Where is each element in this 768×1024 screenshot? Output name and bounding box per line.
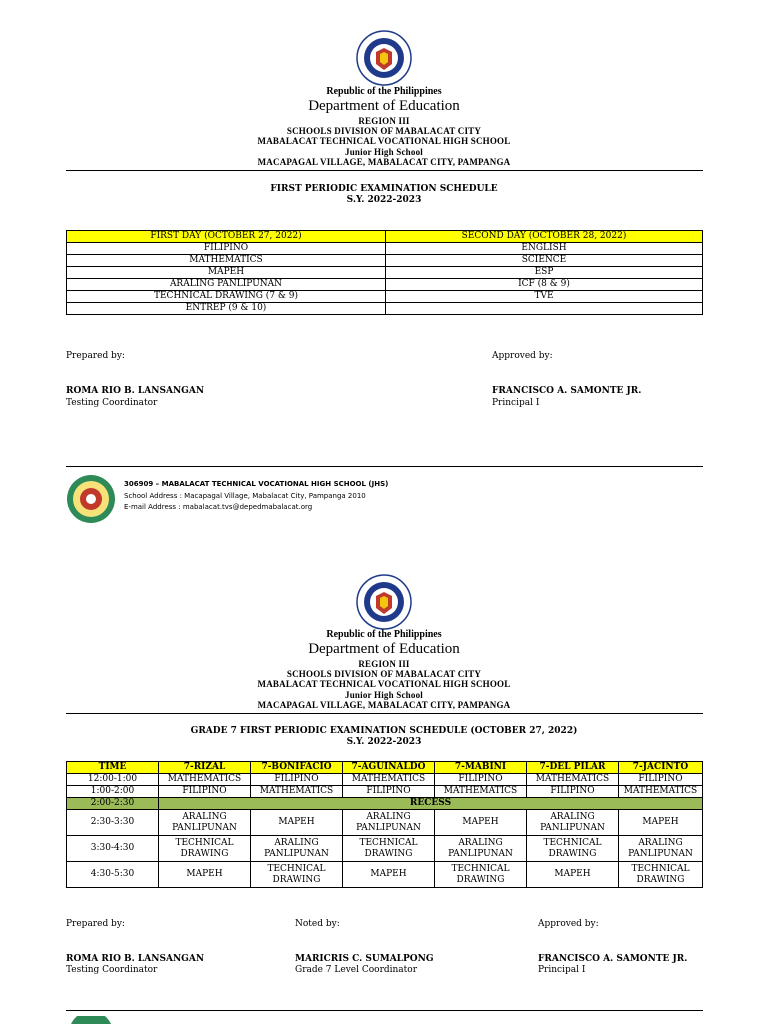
grade7-exam-title: GRADE 7 FIRST PERIODIC EXAMINATION SCHEDULE (OCTOBER 27, 2022) [190, 726, 578, 736]
school-name: MABALACAT TECHNICAL VOCATIONAL HIGH SCHOOL [257, 136, 511, 146]
approved-by-label: Approved by: [538, 919, 599, 929]
noted-by-title: Grade 7 Level Coordinator [295, 965, 418, 975]
day2-subject: SCIENCE [386, 255, 703, 267]
table-row [67, 810, 703, 836]
time-cell: 12:00-1:00 [67, 774, 159, 786]
table-header-row [67, 762, 703, 774]
subject-cell: TECHNICAL DRAWING [435, 862, 527, 888]
subject-cell: MATHEMATICS [527, 774, 619, 786]
noted-by-name: MARICRIS C. SUMALPONG [295, 954, 434, 964]
subject-cell: MAPEH [251, 810, 343, 836]
subject-cell: FILIPINO [619, 774, 703, 786]
footer-email: E-mail Address : mabalacat.tvs@depedmabalacat.org [124, 503, 313, 511]
republic-label: Republic of the Philippines [326, 629, 442, 640]
subject-cell: MATHEMATICS [343, 774, 435, 786]
subject-cell: TECHNICAL DRAWING [343, 836, 435, 862]
noted-by-label: Noted by: [295, 919, 340, 929]
recess-cell: RECESS [159, 798, 703, 810]
day1-subject: ARALING PANLIPUNAN [67, 279, 386, 291]
school-address: MACAPAGAL VILLAGE, MABALACAT CITY, PAMPANGA [257, 157, 511, 167]
prepared-by-name: ROMA RIO B. LANSANGAN [66, 954, 205, 964]
subject-cell: FILIPINO [343, 786, 435, 798]
subject-cell: MAPEH [159, 862, 251, 888]
subject-cell: TECHNICAL DRAWING [527, 836, 619, 862]
subject-cell: ARALING PANLIPUNAN [251, 836, 343, 862]
day1-subject: FILIPINO [67, 243, 386, 255]
subject-cell: TECHNICAL DRAWING [159, 836, 251, 862]
time-cell: 1:00-2:00 [67, 786, 159, 798]
subject-cell: FILIPINO [251, 774, 343, 786]
school-level: Junior High School [345, 147, 423, 157]
subject-cell: FILIPINO [159, 786, 251, 798]
deped-seal-icon [356, 574, 412, 630]
table-row [67, 862, 703, 888]
time-cell: 2:30-3:30 [67, 810, 159, 836]
approved-by-title: Principal I [492, 398, 540, 408]
subject-cell: ARALING PANLIPUNAN [527, 810, 619, 836]
division-label: SCHOOLS DIVISION OF MABALACAT CITY [286, 669, 482, 679]
footer-address: School Address : Macapagal Village, Mabalacat City, Pampanga 2010 [124, 492, 366, 500]
day2-subject: ESP [386, 267, 703, 279]
region-label: REGION III [358, 116, 410, 126]
subject-cell: MAPEH [527, 862, 619, 888]
approved-by-label: Approved by: [492, 351, 553, 361]
subject-cell: MAPEH [343, 862, 435, 888]
school-year: S.Y. 2022-2023 [346, 737, 422, 747]
time-cell: 2:00-2:30 [67, 798, 159, 810]
grade7-schedule-table [66, 761, 703, 888]
prepared-by-label: Prepared by: [66, 919, 125, 929]
recess-row [67, 798, 703, 810]
day1-subject: ENTREP (9 & 10) [67, 303, 386, 315]
prepared-by-title: Testing Coordinator [66, 398, 158, 408]
approved-by-name: FRANCISCO A. SAMONTE JR. [492, 386, 642, 396]
day2-subject: ICF (8 & 9) [386, 279, 703, 291]
subject-cell: MAPEH [435, 810, 527, 836]
time-cell: 3:30-4:30 [67, 836, 159, 862]
footer-divider [66, 1010, 703, 1011]
subject-cell: MATHEMATICS [435, 786, 527, 798]
department-name: Department of Education [308, 641, 460, 657]
subject-cell: MATHEMATICS [619, 786, 703, 798]
table-row [67, 786, 703, 798]
prepared-by-name: ROMA RIO B. LANSANGAN [66, 386, 205, 396]
column-header: 7-AGUINALDO [343, 762, 435, 774]
prepared-by-label: Prepared by: [66, 351, 125, 361]
column-header: 7-BONIFACIO [251, 762, 343, 774]
subject-cell: FILIPINO [527, 786, 619, 798]
subject-cell: TECHNICAL DRAWING [619, 862, 703, 888]
subject-cell: ARALING PANLIPUNAN [159, 810, 251, 836]
approved-by-title: Principal I [538, 965, 586, 975]
subject-cell: MATHEMATICS [251, 786, 343, 798]
column-header: 7-DEL PILAR [527, 762, 619, 774]
subject-cell: ARALING PANLIPUNAN [343, 810, 435, 836]
school-year: S.Y. 2022-2023 [346, 195, 422, 205]
school-logo-icon [66, 1016, 116, 1024]
column-header: 7-MABINI [435, 762, 527, 774]
approved-by-name: FRANCISCO A. SAMONTE JR. [538, 954, 688, 964]
table-row [67, 774, 703, 786]
republic-label: Republic of the Philippines [326, 86, 442, 97]
subject-cell: MATHEMATICS [159, 774, 251, 786]
column-header: 7-RIZAL [159, 762, 251, 774]
column-header: 7-JACINTO [619, 762, 703, 774]
table-row [67, 836, 703, 862]
school-name: MABALACAT TECHNICAL VOCATIONAL HIGH SCHOOL [257, 679, 511, 689]
subject-cell: MAPEH [619, 810, 703, 836]
day1-subject: TECHNICAL DRAWING (7 & 9) [67, 291, 386, 303]
school-level: Junior High School [345, 690, 423, 700]
prepared-by-title: Testing Coordinator [66, 965, 158, 975]
day1-subject: MAPEH [67, 267, 386, 279]
department-name: Department of Education [308, 98, 460, 114]
exam-title: FIRST PERIODIC EXAMINATION SCHEDULE [270, 184, 498, 194]
subject-cell: FILIPINO [435, 774, 527, 786]
day2-subject: ENGLISH [386, 243, 703, 255]
day2-subject: TVE [386, 291, 703, 303]
region-label: REGION III [358, 659, 410, 669]
division-label: SCHOOLS DIVISION OF MABALACAT CITY [286, 126, 482, 136]
header-divider [66, 713, 703, 714]
school-address: MACAPAGAL VILLAGE, MABALACAT CITY, PAMPANGA [257, 700, 511, 710]
column-header: TIME [67, 762, 159, 774]
time-cell: 4:30-5:30 [67, 862, 159, 888]
subject-cell: ARALING PANLIPUNAN [435, 836, 527, 862]
day2-header: SECOND DAY (OCTOBER 28, 2022) [386, 231, 703, 243]
footer-school-id: 306909 – MABALACAT TECHNICAL VOCATIONAL HIGH SCHOOL (JHS) [124, 480, 389, 488]
day1-subject: MATHEMATICS [67, 255, 386, 267]
subject-cell: TECHNICAL DRAWING [251, 862, 343, 888]
day1-header: FIRST DAY (OCTOBER 27, 2022) [67, 231, 386, 243]
subject-cell: ARALING PANLIPUNAN [619, 836, 703, 862]
